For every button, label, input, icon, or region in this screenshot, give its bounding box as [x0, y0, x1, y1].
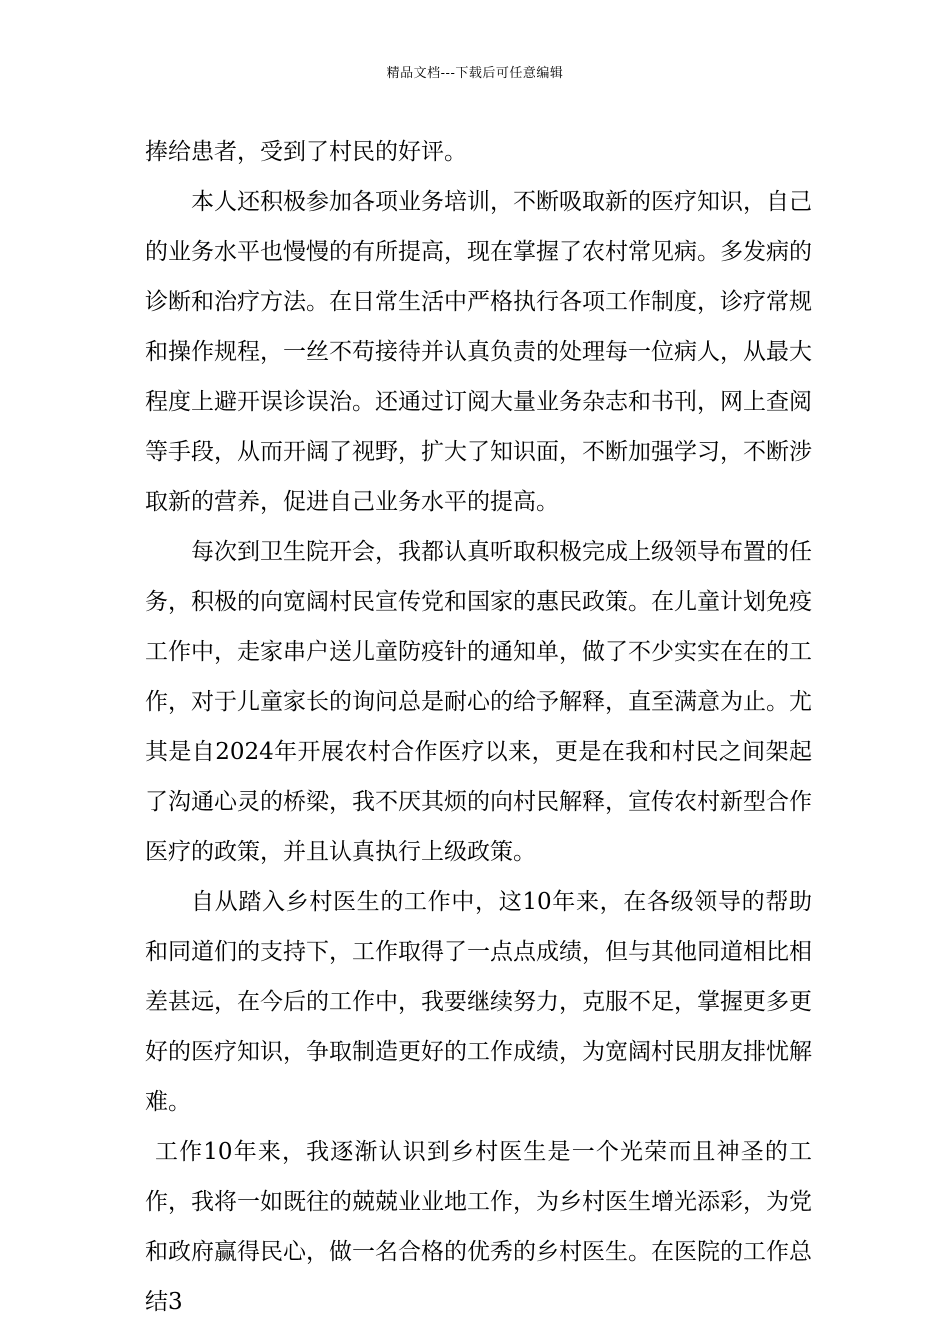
paragraph-3: 每次到卫生院开会，我都认真听取积极完成上级领导布置的任务，积极的向宽阔村民宣传党和国家的惠民政策。在儿童计划免疫工作中，走家串户送儿童防疫针的通知单，做了不少实实在在的工作，对于儿童家长的询问总是耐心的给予解释，直至满意为止。尤其是自2024年开展农村合作医疗以来，更是在我和村民之间架起了沟通心灵的桥梁，我不厌其烦的向村民解释，宣传农村新型合作医疗的政策，并且认真执行上级政策。 [145, 539, 812, 865]
page-header: 精品文档---下载后可任意编辑 [386, 66, 564, 81]
paragraph-1: 捧给患者，受到了村民的好评。 [145, 139, 467, 165]
document-body [145, 127, 812, 1327]
paragraph-5: 工作10年来，我逐渐认识到乡村医生是一个光荣而且神圣的工作，我将一如既往的兢兢业业地工作，为乡村医生增光添彩，为党和政府赢得民心，做一名合格的优秀的乡村医生。在医院的工作总结3 [145, 1139, 812, 1315]
paragraph-4: 自从踏入乡村医生的工作中，这10年来，在各级领导的帮助和同道们的支持下，工作取得了一点点成绩，但与其他同道相比相差甚远，在今后的工作中，我要继续努力，克服不足，掌握更多更好的医疗知识，争取制造更好的工作成绩，为宽阔村民朋友排忧解难。 [145, 889, 812, 1115]
paragraph-2: 本人还积极参加各项业务培训，不断吸取新的医疗知识，自己的业务水平也慢慢的有所提高，现在掌握了农村常见病。多发病的诊断和治疗方法。在日常生活中严格执行各项工作制度，诊疗常规和操作规程，一丝不苟接待并认真负责的处理每一位病人，从最大程度上避开误诊误治。还通过订阅大量业务杂志和书刊，网上查阅等手段，从而开阔了视野，扩大了知识面，不断加强学习，不断涉取新的营养，促进自己业务水平的提高。 [145, 189, 812, 515]
